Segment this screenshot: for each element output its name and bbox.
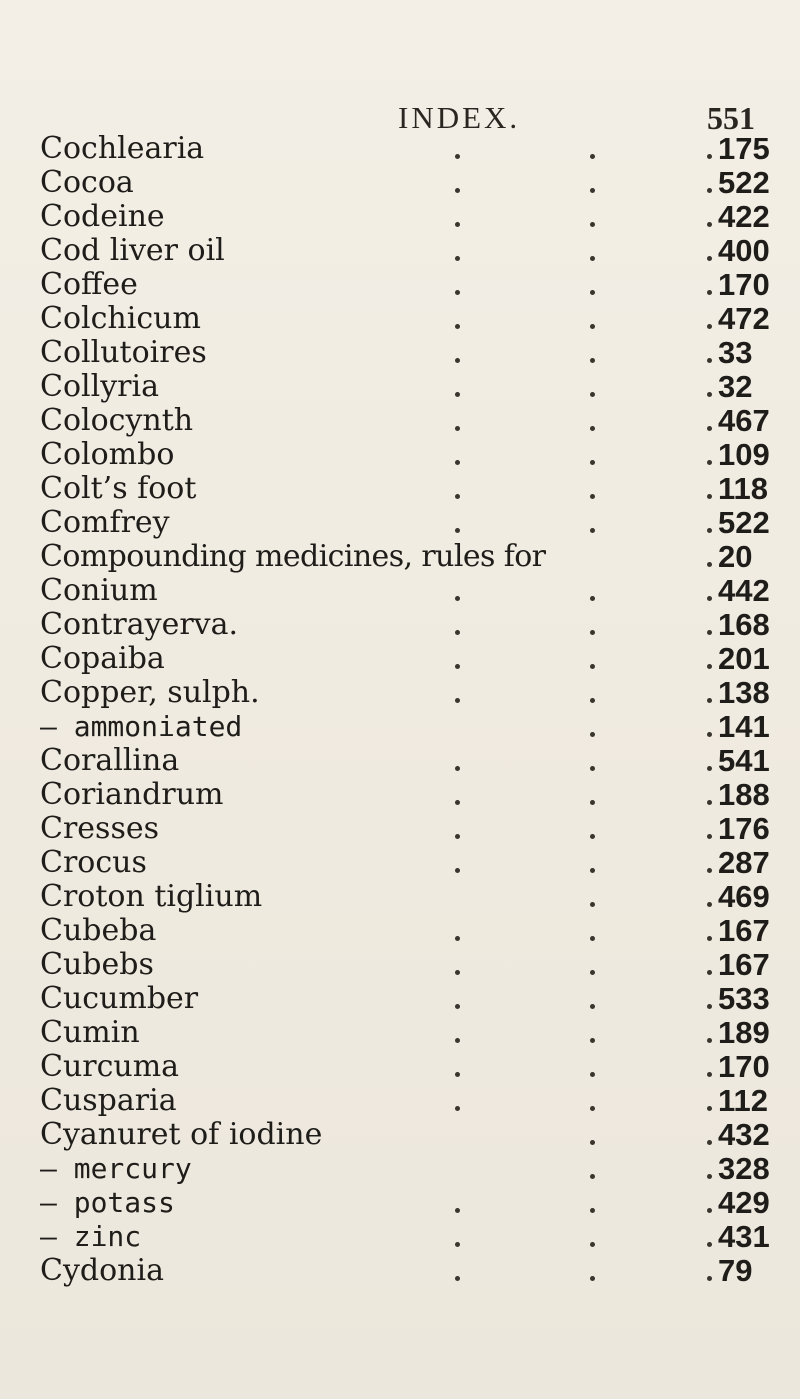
leader-dot bbox=[707, 1072, 712, 1077]
index-entry bbox=[0, 914, 800, 948]
entry-term: — ammoniated bbox=[40, 710, 243, 743]
index-entry bbox=[0, 234, 800, 268]
entry-page: 118 bbox=[718, 471, 769, 506]
leader-dot bbox=[707, 902, 712, 907]
leader-dot bbox=[590, 324, 595, 329]
index-entry bbox=[0, 948, 800, 982]
leader-dot bbox=[590, 154, 595, 159]
index-entry bbox=[0, 540, 800, 574]
leader-dot bbox=[590, 1174, 595, 1179]
entry-page: 432 bbox=[718, 1117, 770, 1152]
leader-dot bbox=[590, 902, 595, 907]
entry-term: Crocus bbox=[40, 845, 147, 880]
index-entry bbox=[0, 336, 800, 370]
leader-dot bbox=[590, 630, 595, 635]
leader-dot bbox=[707, 970, 712, 975]
leader-dot bbox=[455, 800, 460, 805]
entry-term: — potass bbox=[40, 1186, 175, 1219]
index-entry bbox=[0, 1152, 800, 1186]
leader-dot bbox=[707, 562, 712, 567]
entry-term: Croton tiglium bbox=[40, 879, 263, 914]
leader-dot bbox=[590, 1140, 595, 1145]
leader-dot bbox=[455, 698, 460, 703]
leader-dot bbox=[590, 256, 595, 261]
leader-dot bbox=[707, 426, 712, 431]
entry-term: Colocynth bbox=[40, 403, 194, 438]
entry-page: 188 bbox=[718, 777, 770, 812]
entry-term: Conium bbox=[40, 573, 158, 608]
entry-page: 20 bbox=[718, 539, 753, 574]
entry-term: Cubeba bbox=[40, 913, 157, 948]
running-title: INDEX. bbox=[398, 100, 521, 135]
entry-term: Copper, sulph. bbox=[40, 675, 260, 710]
leader-dot bbox=[590, 970, 595, 975]
leader-dot bbox=[590, 1242, 595, 1247]
entry-page: 112 bbox=[718, 1083, 769, 1118]
leader-dot bbox=[455, 290, 460, 295]
entry-page: 33 bbox=[718, 335, 753, 370]
leader-dot bbox=[590, 1208, 595, 1213]
index-entry bbox=[0, 1016, 800, 1050]
leader-dot bbox=[455, 868, 460, 873]
leader-dot bbox=[707, 596, 712, 601]
leader-dot bbox=[707, 324, 712, 329]
page-number: 551 bbox=[707, 100, 755, 136]
index-entry bbox=[0, 608, 800, 642]
index-entry bbox=[0, 1220, 800, 1254]
leader-dot bbox=[707, 698, 712, 703]
leader-dot bbox=[455, 1208, 460, 1213]
entry-page: 287 bbox=[718, 845, 770, 880]
leader-dot bbox=[455, 222, 460, 227]
entry-page: 170 bbox=[718, 267, 770, 302]
entry-page: 400 bbox=[718, 233, 770, 268]
leader-dot bbox=[590, 732, 595, 737]
leader-dot bbox=[455, 392, 460, 397]
leader-dot bbox=[455, 528, 460, 533]
index-entry bbox=[0, 200, 800, 234]
entry-page: 79 bbox=[718, 1253, 753, 1288]
leader-dot bbox=[590, 868, 595, 873]
index-entry bbox=[0, 642, 800, 676]
entry-page: 431 bbox=[718, 1219, 770, 1254]
leader-dot bbox=[707, 1276, 712, 1281]
leader-dot bbox=[590, 222, 595, 227]
leader-dot bbox=[707, 154, 712, 159]
leader-dot bbox=[707, 494, 712, 499]
entry-page: 167 bbox=[718, 913, 770, 948]
entry-term: Colchicum bbox=[40, 301, 201, 336]
leader-dot bbox=[590, 1106, 595, 1111]
index-entry bbox=[0, 166, 800, 200]
leader-dot bbox=[455, 970, 460, 975]
index-entry bbox=[0, 574, 800, 608]
entry-page: 442 bbox=[718, 573, 770, 608]
entry-term: Cresses bbox=[40, 811, 159, 846]
entry-term: Cusparia bbox=[40, 1083, 177, 1118]
leader-dot bbox=[455, 766, 460, 771]
entry-page: 522 bbox=[718, 165, 770, 200]
entry-page: 467 bbox=[718, 403, 770, 438]
index-entry bbox=[0, 710, 800, 744]
entry-page: 201 bbox=[718, 641, 770, 676]
leader-dot bbox=[590, 664, 595, 669]
entry-page: 522 bbox=[718, 505, 770, 540]
leader-dot bbox=[455, 664, 460, 669]
index-entry bbox=[0, 1118, 800, 1152]
leader-dot bbox=[455, 324, 460, 329]
entry-term: Collyria bbox=[40, 369, 159, 404]
index-entry bbox=[0, 1186, 800, 1220]
entry-page: 533 bbox=[718, 981, 770, 1016]
leader-dot bbox=[707, 1106, 712, 1111]
index-entry bbox=[0, 1050, 800, 1084]
entry-page: 328 bbox=[718, 1151, 770, 1186]
index-entry bbox=[0, 404, 800, 438]
leader-dot bbox=[590, 426, 595, 431]
leader-dot bbox=[590, 358, 595, 363]
leader-dot bbox=[590, 1038, 595, 1043]
index-entry bbox=[0, 676, 800, 710]
leader-dot bbox=[455, 1072, 460, 1077]
leader-dot bbox=[455, 494, 460, 499]
index-entry bbox=[0, 302, 800, 336]
entry-term: Collutoires bbox=[40, 335, 207, 370]
entry-page: 167 bbox=[718, 947, 770, 982]
leader-dot bbox=[590, 698, 595, 703]
leader-dot bbox=[590, 834, 595, 839]
index-entry bbox=[0, 472, 800, 506]
leader-dot bbox=[455, 936, 460, 941]
entry-page: 175 bbox=[718, 131, 770, 166]
entry-term: Colombo bbox=[40, 437, 175, 472]
entry-term: Compounding medicines, rules for bbox=[40, 539, 546, 574]
leader-dot bbox=[707, 222, 712, 227]
leader-dot bbox=[455, 834, 460, 839]
entry-page: 109 bbox=[718, 437, 770, 472]
entry-term: Cubebs bbox=[40, 947, 154, 982]
entry-term: Cucumber bbox=[40, 981, 199, 1016]
leader-dot bbox=[707, 834, 712, 839]
leader-dot bbox=[707, 800, 712, 805]
entry-term: Comfrey bbox=[40, 505, 170, 540]
leader-dot bbox=[707, 732, 712, 737]
index-entry bbox=[0, 1254, 800, 1288]
index-entry bbox=[0, 438, 800, 472]
leader-dot bbox=[590, 936, 595, 941]
leader-dot bbox=[455, 596, 460, 601]
leader-dot bbox=[455, 426, 460, 431]
index-entry bbox=[0, 132, 800, 166]
entry-term: Colt’s foot bbox=[40, 471, 197, 506]
entry-term: Codeine bbox=[40, 199, 165, 234]
entry-page: 170 bbox=[718, 1049, 770, 1084]
entry-page: 138 bbox=[718, 675, 770, 710]
leader-dot bbox=[707, 936, 712, 941]
leader-dot bbox=[707, 358, 712, 363]
entry-page: 429 bbox=[718, 1185, 770, 1220]
leader-dot bbox=[707, 188, 712, 193]
leader-dot bbox=[707, 1140, 712, 1145]
index-entry bbox=[0, 880, 800, 914]
entry-page: 168 bbox=[718, 607, 770, 642]
leader-dot bbox=[707, 868, 712, 873]
entry-page: 32 bbox=[718, 369, 753, 404]
entry-term: — zinc bbox=[40, 1220, 142, 1253]
index-entry bbox=[0, 744, 800, 778]
leader-dot bbox=[455, 630, 460, 635]
leader-dot bbox=[707, 630, 712, 635]
entry-term: Cyanuret of iodine bbox=[40, 1117, 323, 1152]
leader-dot bbox=[455, 1242, 460, 1247]
index-entry-list bbox=[0, 132, 800, 1288]
leader-dot bbox=[707, 290, 712, 295]
leader-dot bbox=[590, 1072, 595, 1077]
index-entry bbox=[0, 846, 800, 880]
entry-page: 141 bbox=[718, 709, 770, 744]
entry-page: 469 bbox=[718, 879, 770, 914]
leader-dot bbox=[707, 256, 712, 261]
leader-dot bbox=[590, 494, 595, 499]
leader-dot bbox=[707, 1004, 712, 1009]
entry-page: 541 bbox=[718, 743, 770, 778]
leader-dot bbox=[707, 392, 712, 397]
index-entry bbox=[0, 982, 800, 1016]
entry-page: 189 bbox=[718, 1015, 770, 1050]
leader-dot bbox=[590, 1276, 595, 1281]
entry-page: 176 bbox=[718, 811, 770, 846]
leader-dot bbox=[590, 528, 595, 533]
index-entry bbox=[0, 506, 800, 540]
index-entry bbox=[0, 1084, 800, 1118]
leader-dot bbox=[455, 358, 460, 363]
leader-dot bbox=[590, 1004, 595, 1009]
leader-dot bbox=[590, 188, 595, 193]
leader-dot bbox=[455, 460, 460, 465]
entry-term: Cumin bbox=[40, 1015, 140, 1050]
leader-dot bbox=[590, 392, 595, 397]
leader-dot bbox=[590, 766, 595, 771]
leader-dot bbox=[707, 460, 712, 465]
index-entry bbox=[0, 268, 800, 302]
index-entry bbox=[0, 370, 800, 404]
leader-dot bbox=[707, 1038, 712, 1043]
leader-dot bbox=[707, 766, 712, 771]
entry-page: 422 bbox=[718, 199, 770, 234]
entry-term: Contrayerva. bbox=[40, 607, 239, 642]
leader-dot bbox=[590, 800, 595, 805]
entry-term: Cod liver oil bbox=[40, 233, 225, 268]
entry-term: Cochlearia bbox=[40, 131, 205, 166]
entry-page: 472 bbox=[718, 301, 770, 336]
leader-dot bbox=[455, 256, 460, 261]
entry-term: Coriandrum bbox=[40, 777, 224, 812]
entry-term: Copaiba bbox=[40, 641, 165, 676]
leader-dot bbox=[590, 460, 595, 465]
leader-dot bbox=[707, 664, 712, 669]
leader-dot bbox=[455, 1276, 460, 1281]
leader-dot bbox=[590, 596, 595, 601]
leader-dot bbox=[455, 1004, 460, 1009]
entry-term: Curcuma bbox=[40, 1049, 180, 1084]
entry-term: Coffee bbox=[40, 267, 138, 302]
leader-dot bbox=[590, 290, 595, 295]
index-entry bbox=[0, 778, 800, 812]
leader-dot bbox=[707, 528, 712, 533]
leader-dot bbox=[455, 1106, 460, 1111]
entry-term: Corallina bbox=[40, 743, 180, 778]
entry-term: Cydonia bbox=[40, 1253, 164, 1288]
leader-dot bbox=[455, 154, 460, 159]
leader-dot bbox=[707, 1242, 712, 1247]
leader-dot bbox=[455, 188, 460, 193]
leader-dot bbox=[707, 1208, 712, 1213]
leader-dot bbox=[455, 1038, 460, 1043]
leader-dot bbox=[707, 1174, 712, 1179]
index-entry bbox=[0, 812, 800, 846]
entry-term: — mercury bbox=[40, 1152, 192, 1185]
entry-term: Cocoa bbox=[40, 165, 134, 200]
